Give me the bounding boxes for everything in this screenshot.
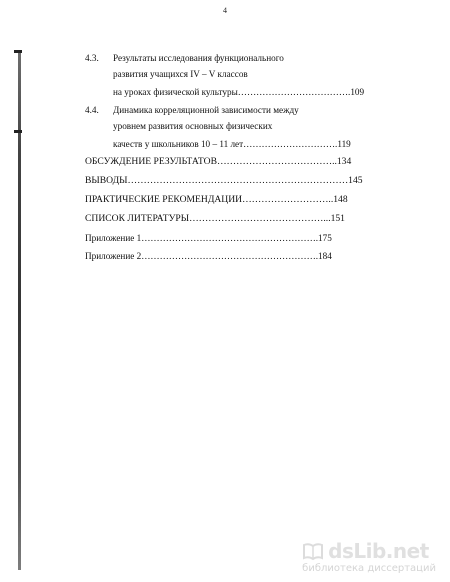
toc-entry-text: Приложение 2………………………………………………….184 xyxy=(85,251,332,261)
toc-entry-text: ВЫВОДЫ……………………………………………………………145 xyxy=(85,175,363,186)
toc-entry-discussion xyxy=(85,156,351,168)
toc-entry-continuation xyxy=(113,68,248,80)
toc-entry-continuation xyxy=(113,138,351,150)
toc-entry-4-4 xyxy=(85,104,299,116)
toc-entry-appendix-1 xyxy=(85,232,332,244)
toc-entry-4-3 xyxy=(85,52,284,64)
scan-margin-mark xyxy=(14,130,22,133)
toc-entry-text: уровнем развития основных физических xyxy=(113,121,273,131)
toc-entry-references xyxy=(85,213,345,225)
watermark-subtitle: библиотека диссертаций xyxy=(302,563,436,574)
book-icon xyxy=(302,540,324,562)
toc-entry-text: развития учащихся IV – V классов xyxy=(113,69,248,79)
toc-entry-appendix-2 xyxy=(85,250,332,262)
toc-entry-text: качеств у школьников 10 – 11 лет………………………….119 xyxy=(113,139,351,149)
toc-entry-number: 4.4. xyxy=(85,105,99,115)
page-number: 4 xyxy=(223,6,227,15)
watermark xyxy=(302,539,436,574)
toc-entry-conclusions xyxy=(85,175,363,187)
toc-entry-text: Динамика корреляционной зависимости между xyxy=(113,105,299,115)
toc-entry-text: Результаты исследования функционального xyxy=(113,53,284,63)
toc-entry-text: СПИСОК ЛИТЕРАТУРЫ……………………………………...151 xyxy=(85,213,345,224)
toc-entry-text: ПРАКТИЧЕСКИЕ РЕКОМЕНДАЦИИ………………………..148 xyxy=(85,194,348,205)
toc-entry-text: на уроках физической культуры……………………………….109 xyxy=(113,87,365,97)
scan-margin-mark xyxy=(14,50,22,53)
toc-entry-text: Приложение 1………………………………………………….175 xyxy=(85,233,332,243)
toc-entry-continuation xyxy=(113,86,364,98)
toc-entry-continuation xyxy=(113,120,272,132)
watermark-logo: dsLib.net xyxy=(328,539,429,563)
toc-entry-number: 4.3. xyxy=(85,53,99,63)
scan-margin-line xyxy=(18,50,21,570)
toc-entry-text: ОБСУЖДЕНИЕ РЕЗУЛЬТАТОВ………………………………..134 xyxy=(85,156,352,167)
toc-entry-recommendations xyxy=(85,194,348,206)
